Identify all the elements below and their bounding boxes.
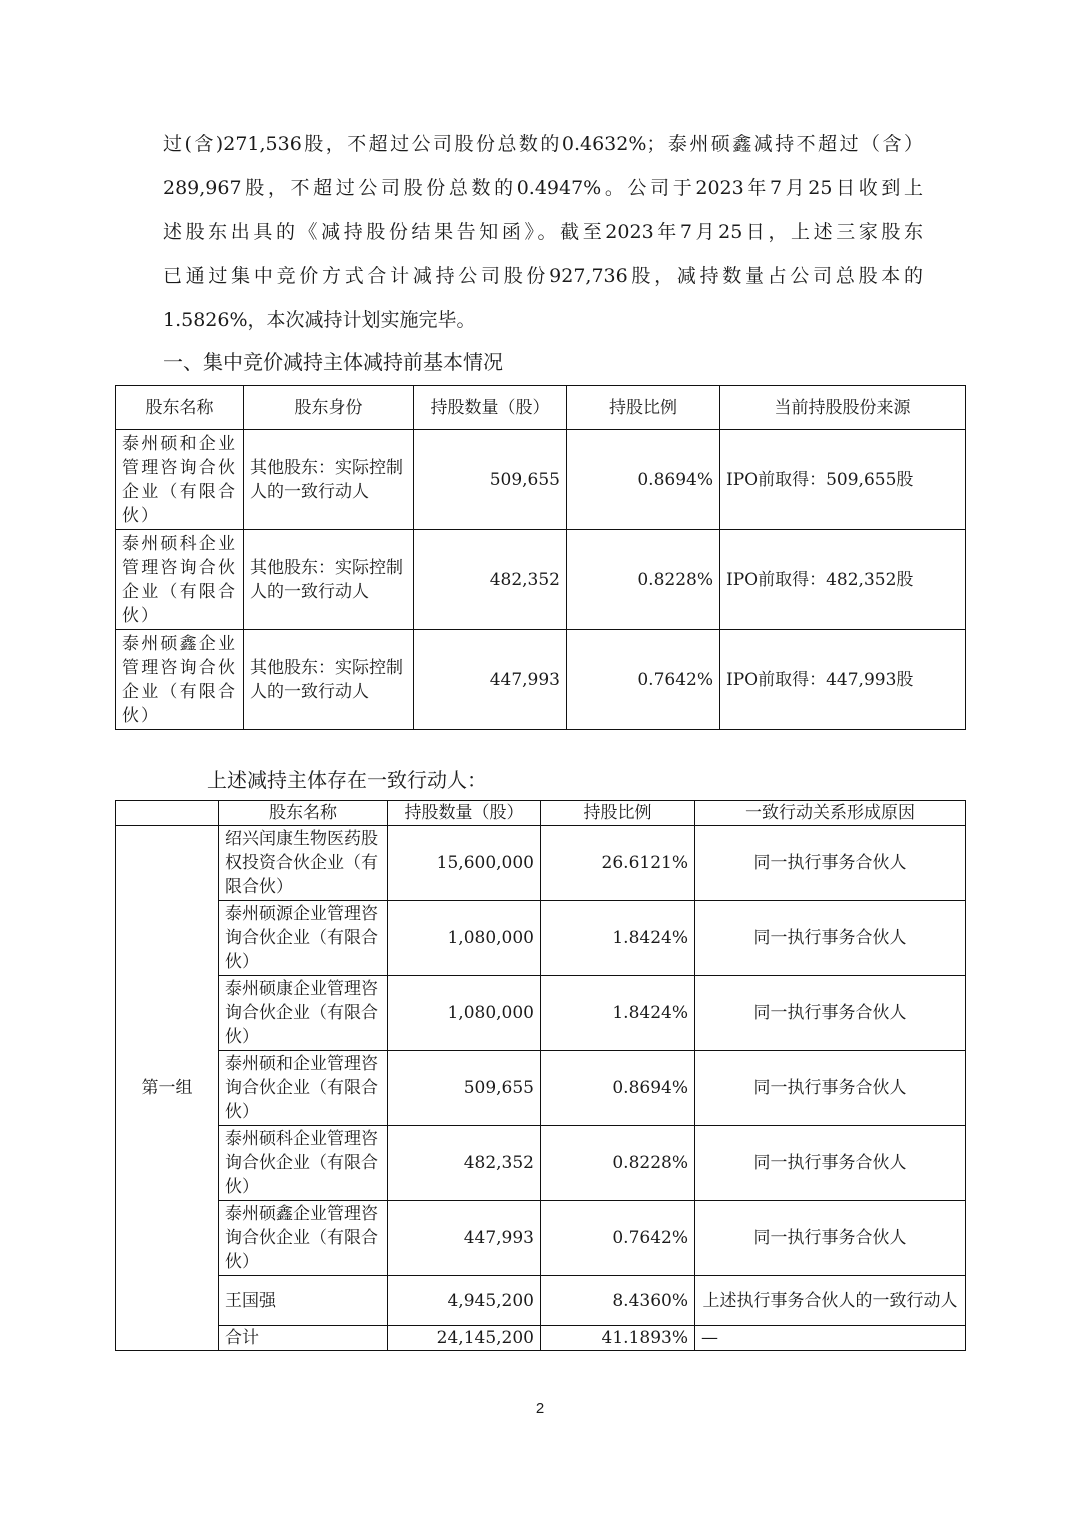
shareholder-name: 泰州硕康企业管理咨询合伙企业（有限合伙） — [219, 976, 388, 1051]
header-cell: 当前持股股份来源 — [720, 386, 966, 430]
shareholder-name: 泰州硕和企业管理咨询合伙企业（有限合伙） — [116, 430, 244, 530]
share-count: 447,993 — [388, 1201, 541, 1276]
concert-reason: 同一执行事务合伙人 — [695, 1126, 966, 1201]
total-ratio: 41.1893% — [541, 1326, 695, 1351]
header-cell: 股东身份 — [244, 386, 414, 430]
paragraph-line: 1.5826%，本次减持计划实施完毕。 — [163, 309, 476, 331]
share-count: 1,080,000 — [388, 901, 541, 976]
total-reason: — — [695, 1326, 966, 1351]
share-ratio: 0.8694% — [541, 1051, 695, 1126]
shareholder-identity: 其他股东：实际控制人的一致行动人 — [244, 430, 414, 530]
share-count: 4,945,200 — [388, 1276, 541, 1326]
concert-reason: 上述执行事务合伙人的一致行动人 — [695, 1276, 966, 1326]
header-cell: 持股比例 — [541, 801, 695, 826]
concert-reason: 同一执行事务合伙人 — [695, 1051, 966, 1126]
share-ratio: 26.6121% — [541, 826, 695, 901]
table-total-row — [116, 1326, 966, 1351]
table-row — [116, 1051, 966, 1126]
table-row — [116, 1201, 966, 1276]
group-label: 第一组 — [116, 826, 219, 1351]
share-ratio: 0.7642% — [541, 1201, 695, 1276]
table-row — [116, 530, 966, 630]
concert-reason: 同一执行事务合伙人 — [695, 901, 966, 976]
shareholder-name: 泰州硕和企业管理咨询合伙企业（有限合伙） — [219, 1051, 388, 1126]
concert-reason: 同一执行事务合伙人 — [695, 976, 966, 1051]
share-source: IPO前取得：482,352股 — [720, 530, 966, 630]
section-title: 一、集中竞价减持主体减持前基本情况 — [163, 350, 503, 374]
share-ratio: 1.8424% — [541, 901, 695, 976]
table-row — [116, 430, 966, 530]
table-header-row — [116, 386, 966, 430]
table-row — [116, 1126, 966, 1201]
share-source: IPO前取得：509,655股 — [720, 430, 966, 530]
share-count: 15,600,000 — [388, 826, 541, 901]
share-ratio: 0.8694% — [567, 430, 720, 530]
shareholder-identity: 其他股东：实际控制人的一致行动人 — [244, 530, 414, 630]
shareholder-name: 绍兴闰康生物医药股权投资合伙企业（有限合伙） — [219, 826, 388, 901]
share-count: 482,352 — [414, 530, 567, 630]
share-ratio: 0.7642% — [567, 630, 720, 730]
table-row — [116, 901, 966, 976]
shareholder-name: 泰州硕源企业管理咨询合伙企业（有限合伙） — [219, 901, 388, 976]
concert-parties-table — [115, 800, 966, 1351]
share-ratio: 1.8424% — [541, 976, 695, 1051]
header-cell: 股东名称 — [219, 801, 388, 826]
header-cell: 持股比例 — [567, 386, 720, 430]
concert-parties-title: 上述减持主体存在一致行动人： — [207, 768, 487, 792]
share-count: 509,655 — [414, 430, 567, 530]
page-number: 2 — [535, 1400, 545, 1417]
shareholder-name: 泰州硕科企业管理咨询合伙企业（有限合伙） — [116, 530, 244, 630]
concert-reason: 同一执行事务合伙人 — [695, 826, 966, 901]
share-ratio: 0.8228% — [541, 1126, 695, 1201]
header-cell: 一致行动关系形成原因 — [695, 801, 966, 826]
share-ratio: 8.4360% — [541, 1276, 695, 1326]
body-paragraph — [163, 122, 923, 342]
total-shares: 24,145,200 — [388, 1326, 541, 1351]
shareholder-name: 泰州硕鑫企业管理咨询合伙企业（有限合伙） — [116, 630, 244, 730]
shareholder-name: 泰州硕鑫企业管理咨询合伙企业（有限合伙） — [219, 1201, 388, 1276]
concert-reason: 同一执行事务合伙人 — [695, 1201, 966, 1276]
share-count: 509,655 — [388, 1051, 541, 1126]
table-row — [116, 1276, 966, 1326]
header-cell: 股东名称 — [116, 386, 244, 430]
header-cell: 持股数量（股） — [388, 801, 541, 826]
table-header-row — [116, 801, 966, 826]
shareholder-identity: 其他股东：实际控制人的一致行动人 — [244, 630, 414, 730]
paragraph-line: 过(含)271,536股，不超过公司股份总数的0.4632%；泰州硕鑫减持不超过（含） — [163, 133, 923, 155]
table-row — [116, 630, 966, 730]
share-ratio: 0.8228% — [567, 530, 720, 630]
share-count: 447,993 — [414, 630, 567, 730]
shareholder-name: 泰州硕科企业管理咨询合伙企业（有限合伙） — [219, 1126, 388, 1201]
paragraph-line: 已通过集中竞价方式合计减持公司股份927,736股，减持数量占公司总股本的 — [163, 265, 923, 287]
shareholder-name: 王国强 — [219, 1276, 388, 1326]
paragraph-line: 述股东出具的《减持股份结果告知函》。截至2023年7月25日，上述三家股东 — [163, 221, 923, 243]
share-count: 1,080,000 — [388, 976, 541, 1051]
header-cell: 持股数量（股） — [414, 386, 567, 430]
paragraph-line: 289,967股，不超过公司股份总数的0.4947%。公司于2023年7月25日收到上 — [163, 177, 923, 199]
table-row — [116, 976, 966, 1051]
share-source: IPO前取得：447,993股 — [720, 630, 966, 730]
table-row — [116, 826, 966, 901]
header-cell — [116, 801, 219, 826]
share-count: 482,352 — [388, 1126, 541, 1201]
holdings-before-table — [115, 385, 966, 730]
total-label: 合计 — [219, 1326, 388, 1351]
